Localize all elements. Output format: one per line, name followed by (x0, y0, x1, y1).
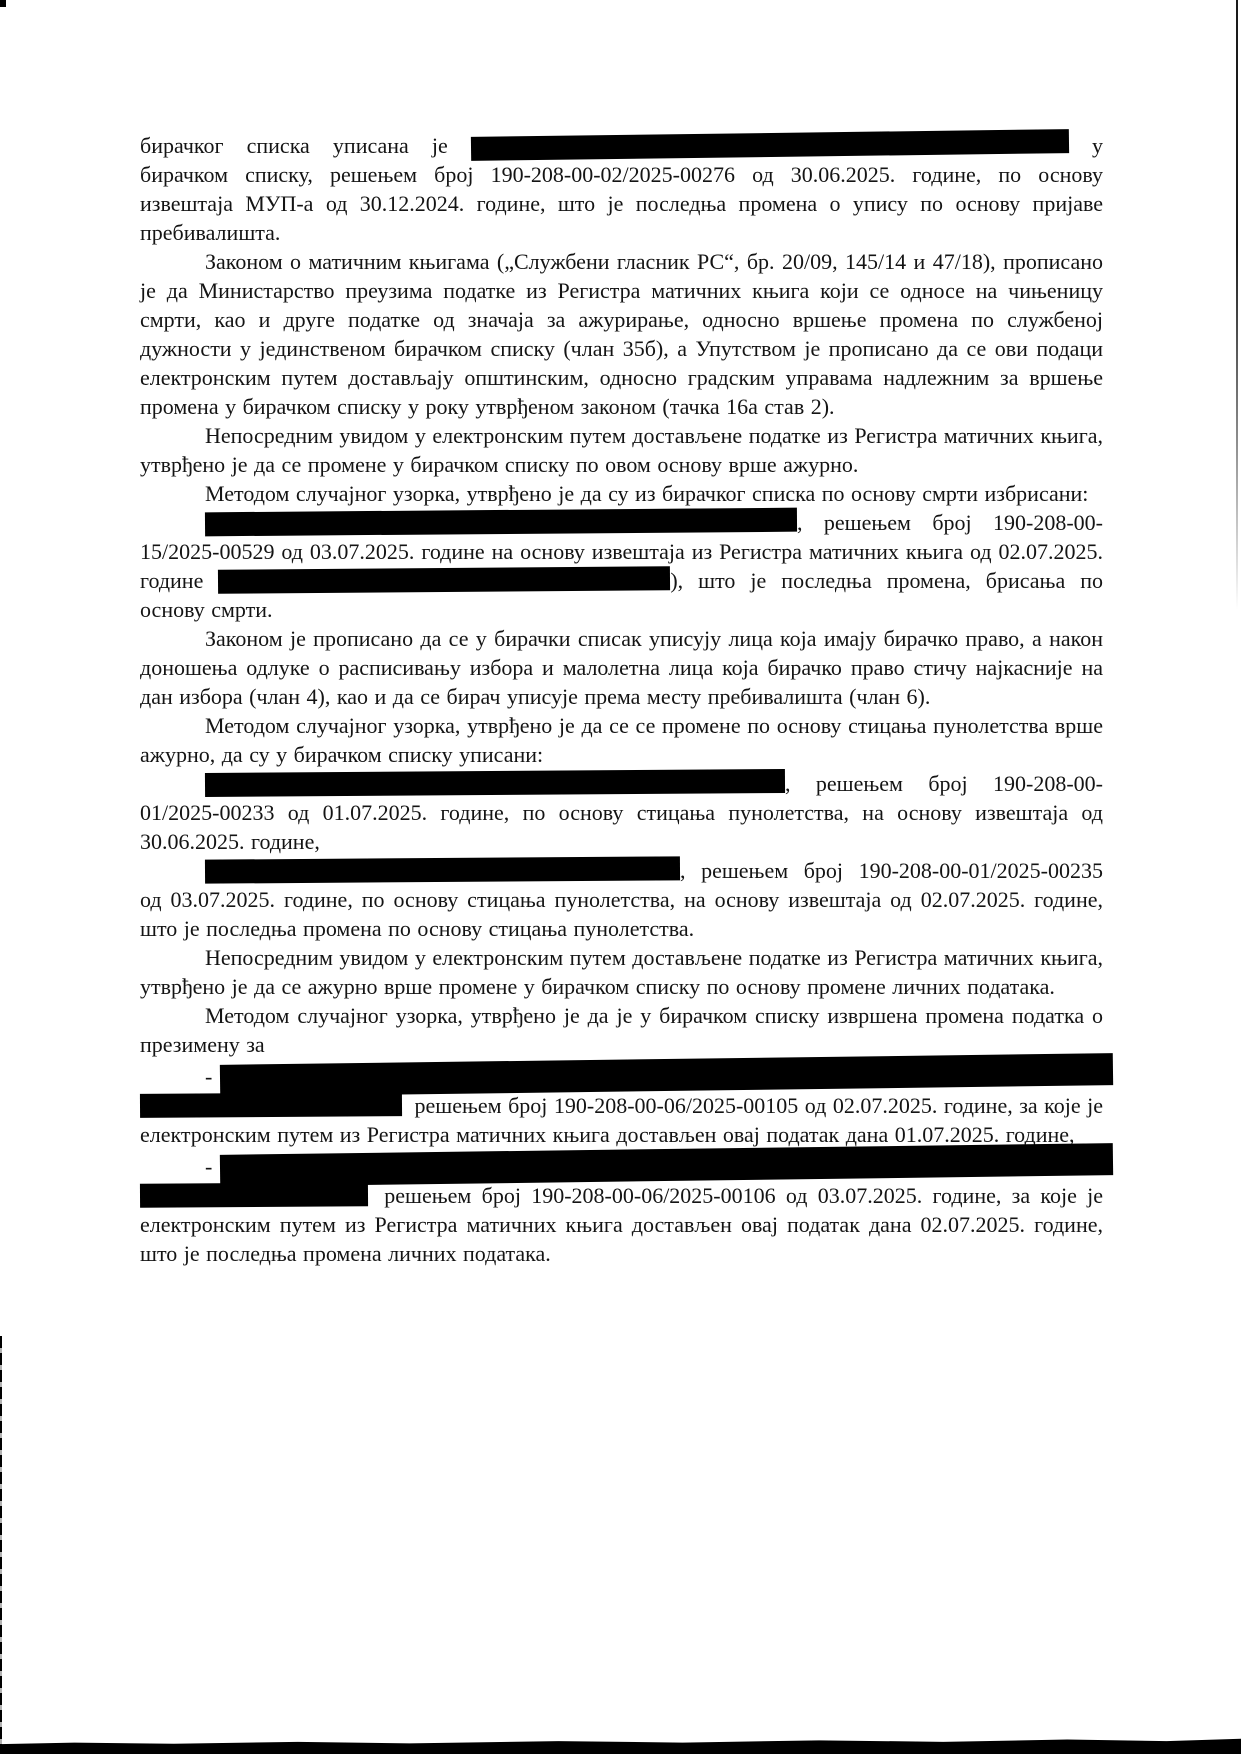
redaction-bar (205, 508, 797, 537)
paragraph-direct-inspection-personal-data (140, 943, 1103, 1001)
list-item-1-name-line (140, 1059, 1103, 1091)
list-dash: - (205, 1154, 213, 1179)
paragraph-text: Методом случајног узорка, утврђено је да се се промене по основу стицања пунолетства врше ажурно, да су у бирачком списку уписани: (140, 713, 1103, 767)
scan-artifact-top-left-speck (0, 0, 6, 7)
scan-artifact-bottom-band (0, 1735, 1241, 1754)
paragraph-text: Законом је прописано да се у бирачки списак уписују лица која имају бирачко право, а након доношења одлуке о расписивању избора и малолетна лица која бирачко право стичу најкасније на дан избора (члан 4), као и да се бирач уписује према месту пребивалишта (члан 6). (140, 626, 1103, 709)
scan-artifact-left-edge-line (0, 1336, 2, 1754)
document-text-block (140, 131, 1103, 1268)
paragraph-text: Законом о матичним књигама („Службени гласник РС“, бр. 20/09, 145/14 и 47/18), прописано је да Министарство преузима податке из Регистра матичних књига који се односе на чињеницу смрти, као и друге податке од значаја за ажурирање, односно вршење промена по службеној дужности у јединственом бирачком списку (члан 35б), а Упутством је прописано да се ови подаци електронским путем достављају општинским, односно градским управама надлежним за вршење промена у бирачком списку у року утврђеном законом (тачка 16а став 2). (140, 249, 1103, 419)
paragraph-text: Непосредним увидом у електронским путем достављене податке из Регистра матичних књига, утврђено је да се ажурно врше промене у бирачком списку по основу промене личних података. (140, 945, 1103, 999)
paragraph-registered-person-2 (140, 856, 1103, 943)
list-item-2-details (140, 1181, 1103, 1268)
paragraph-text: бирачког списка уписана је (140, 133, 471, 158)
paragraph-text: , решењем број 190-208-00-01/2025-00235 од 03.07.2025. године, по основу стицања пунолетства, на основу извештаја од 02.07.2025. године, што је последња промена по основу стицања пунолетства. (140, 858, 1103, 941)
list-dash: - (205, 1064, 213, 1089)
paragraph-random-sample-adulthood (140, 711, 1103, 769)
redaction-bar (218, 566, 670, 594)
paragraph-direct-inspection-death (140, 421, 1103, 479)
list-item-1-details (140, 1091, 1103, 1149)
scan-artifact-right-edge-line (1236, 0, 1238, 610)
paragraph-text: , решењем број 190-208-00-01/2025-00233 од 01.07.2025. године, по основу стицања пунолетства, на основу извештаја од 30.06.2025. године, (140, 771, 1103, 854)
paragraph-text: решењем број 190-208-00-06/2025-00106 од 03.07.2025. године, за које је електронским путем из Регистра матичних књига достављен овај податак дана 02.07.2025. године, што је последња промена личних података. (140, 1183, 1103, 1266)
redaction-bar (471, 129, 1069, 161)
redaction-bar (140, 1092, 402, 1118)
redaction-bar (140, 1182, 368, 1208)
paragraph-entry-basis (140, 131, 1103, 247)
paragraph-surname-change-intro (140, 1001, 1103, 1059)
paragraph-random-sample-deaths (140, 479, 1103, 508)
paragraph-text: Методом случајног узорка, утврђено је да су из бирачког списка по основу смрти избрисани: (205, 481, 1089, 506)
paragraph-text: ), што је последња промена, брисања по основу смрти. (140, 568, 1103, 622)
paragraph-text: Непосредним увидом у електронским путем достављене податке из Регистра матичних књига, утврђено је да се промене у бирачком списку по овом основу врше ажурно. (140, 423, 1103, 477)
paragraph-text: , решењем број 190-208-00-15/2025-00529 од 03.07.2025. године на основу извештаја из Регистра матичних књига од 02.07.2025. године (140, 510, 1103, 593)
paragraph-text: у бирачком списку, решењем број 190-208-00-02/2025-00276 од 30.06.2025. године, по основу извештаја МУП-а од 30.12.2024. године, што је последња промена о упису по основу пријаве пребивалишта. (140, 133, 1104, 245)
redaction-bar (205, 769, 785, 797)
paragraph-registered-person-1 (140, 769, 1103, 856)
list-item-2-name-line (140, 1149, 1103, 1181)
paragraph-text: Методом случајног узорка, утврђено је да је у бирачком списку извршена промена податка о презимену за (140, 1003, 1103, 1057)
redaction-bar (205, 856, 680, 883)
paragraph-text: решењем број 190-208-00-06/2025-00105 од 02.07.2025. године, за које је електронским путем из Регистра матичних књига достављен овај податак дана 01.07.2025. године, (140, 1093, 1103, 1147)
paragraph-law-registry (140, 247, 1103, 421)
paragraph-deleted-person (140, 508, 1103, 624)
paragraph-law-voting-right (140, 624, 1103, 711)
